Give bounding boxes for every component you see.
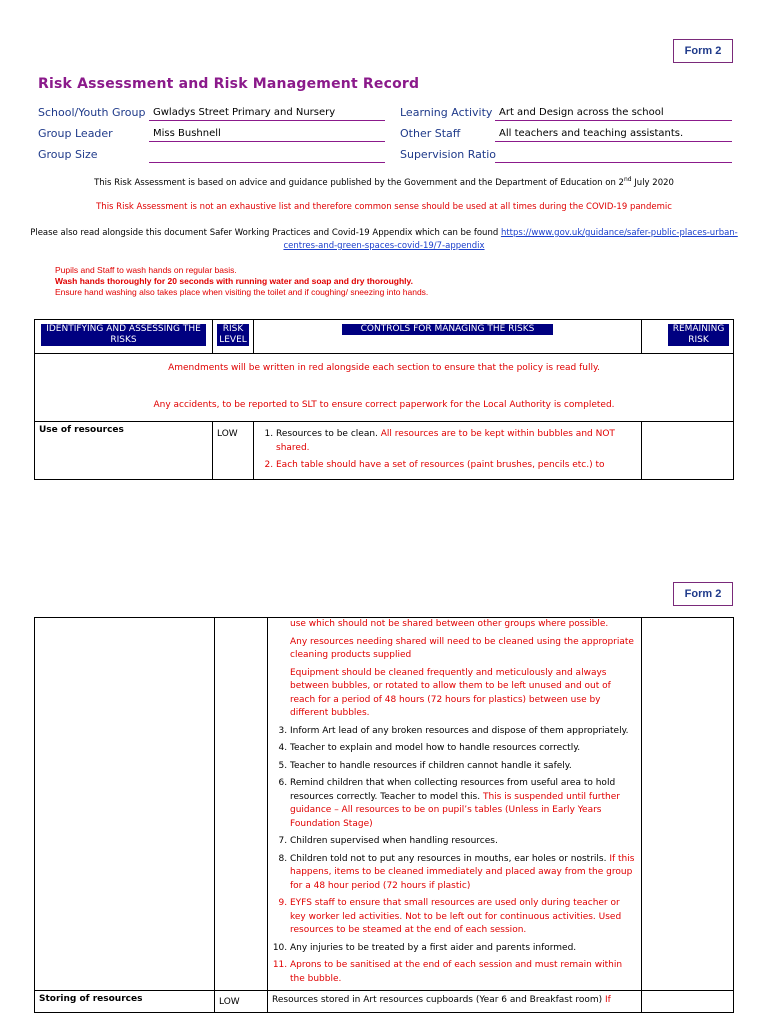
school-field[interactable]: Gwladys Street Primary and Nursery [149,106,385,121]
header-level-cell [213,320,254,354]
header-remaining-cell [642,320,734,354]
control-item: 9. EYFS staff to ensure that small resources are used only during teacher or key worker led activities. Not to be left out for continuous activities. Used resources to be steamed at the end of each session. [290,897,637,938]
notice-read-alongside-text: Please also read alongside this document Safer Working Practices and Covid-19 Appendix which can be found [30,228,499,238]
control-item-6-amend: This is suspended until further guidance – All resources to be on pupil’s tables (Unless in Early Years Foundation Stage) [290,791,620,829]
control-storing-text: Resources stored in Art resources cupboards (Year 6 and Breakfast room) [272,995,603,1005]
leader-label: Group Leader [38,127,113,140]
notice-guidance [20,176,748,188]
control-item: 5. Teacher to handle resources if children cannot handle it safely. [290,760,637,774]
control-item: 4. Teacher to explain and model how to handle resources correctly. [290,742,637,756]
control-item-8-amend: If this happens, items to be cleaned immediately and placed away from the group for a 48 hour period (72 hours if plastic) [290,853,635,891]
activity-field[interactable]: Art and Design across the school [495,106,732,121]
risk-storing-resources: Storing of resources [35,991,215,1013]
remaining-continued [642,618,734,991]
header-controls: CONTROLS FOR MANAGING THE RISKS [342,324,553,335]
notice-guidance-sup: nd [623,176,632,183]
risk-continued [35,618,215,991]
form-badge-page-2: Form 2 [673,582,733,606]
notice-read-alongside [30,227,738,253]
amendments-cell [35,354,734,422]
appendix-link[interactable]: https://www.gov.uk/guidance/safer-public-places-urban-centres-and-green-spaces-covid-19/7-appendix [283,228,738,251]
activity-label: Learning Activity [400,106,493,119]
staff-label: Other Staff [400,127,461,140]
controls-continued [268,618,642,991]
control-item: 11. Aprons to be sanitised at the end of each session and must remain within the bubble. [290,959,637,986]
ratio-label: Supervision Ratio [400,148,497,161]
staff-field[interactable]: All teachers and teaching assistants. [495,127,732,142]
group-size-label: Group Size [38,148,98,161]
control-item-1-amend: All resources are to be kept within bubbles and NOT shared. [276,429,615,453]
control-item [290,777,637,831]
risk-table [34,319,734,480]
hygiene-note-2: Wash hands thoroughly for 20 seconds with running water and soap and dry thoroughly. [55,276,413,286]
level-continued [215,618,268,991]
control-item-6-text: Remind children that when collecting resources from useful area to hold resources correctly. Teacher to model this. [290,778,616,802]
remaining-storing-resources [642,991,734,1013]
control-item [276,428,637,455]
form-badge: Form 2 [673,39,733,63]
school-label: School/Youth Group [38,106,146,119]
level-storing-resources: LOW [215,991,268,1013]
control-item-8-text: Children told not to put any resources in mouths, ear holes or nostrils. [290,853,607,864]
control-equipment-cleaning: Equipment should be cleaned frequently and meticulously and always between bubbles, or rotated to allow them to be left unused and out of reach for a period of 48 hours (72 hours for plastics) between use by different bubbles. [290,667,611,718]
notice-guidance-text: This Risk Assessment is based on advice and guidance published by the Government and the Department of Education on 2 [94,177,624,188]
control-storing-amend: If [602,995,611,1005]
notice-not-exhaustive: This Risk Assessment is not an exhaustive list and therefore common sense should be used at all times during the COVID-19 pandemic [96,202,672,212]
ratio-field[interactable] [495,148,732,163]
header-risks: IDENTIFYING AND ASSESSING THE RISKS [41,324,206,346]
notice-guidance-date: July 2020 [631,177,674,188]
header-controls-cell [254,320,642,354]
controls-use-of-resources [254,422,642,480]
control-item: 3. Inform Art lead of any broken resources and dispose of them appropriately. [290,725,637,739]
header-risks-cell [35,320,213,354]
leader-field[interactable]: Miss Bushnell [149,127,385,142]
header-level: RISK LEVEL [217,324,249,346]
control-item-2-text: Each table should have a set of resources (paint brushes, pencils etc.) to [276,460,605,470]
controls-storing-resources [268,991,642,1013]
accidents-note: Any accidents, to be reported to SLT to ensure correct paperwork for the Local Authority is completed. [153,400,615,410]
control-item: 7. Children supervised when handling resources. [290,835,637,849]
control-item-1-text: Resources to be clean. [276,429,378,439]
risk-use-of-resources: Use of resources [35,422,213,480]
remaining-use-of-resources [642,422,734,480]
header-remaining: REMAINING RISK [668,324,729,346]
group-size-field[interactable] [149,148,385,163]
risk-table-continued [34,617,734,1013]
control-continuation: use which should not be shared between other groups where possible. [290,619,609,629]
control-item [290,853,637,894]
level-use-of-resources: LOW [213,422,254,480]
control-item: 10. Any injuries to be treated by a first aider and parents informed. [290,942,637,956]
control-item [276,459,637,473]
document-title: Risk Assessment and Risk Management Record [38,76,420,92]
hygiene-note-3: Ensure hand washing also takes place when visiting the toilet and if coughing/ sneezing into hands. [55,287,429,297]
hygiene-note-1: Pupils and Staff to wash hands on regular basis. [55,265,237,275]
control-shared-resources: Any resources needing shared will need to be cleaned using the appropriate cleaning products supplied [290,636,634,660]
amendments-note: Amendments will be written in red alongside each section to ensure that the policy is read fully. [168,363,600,373]
